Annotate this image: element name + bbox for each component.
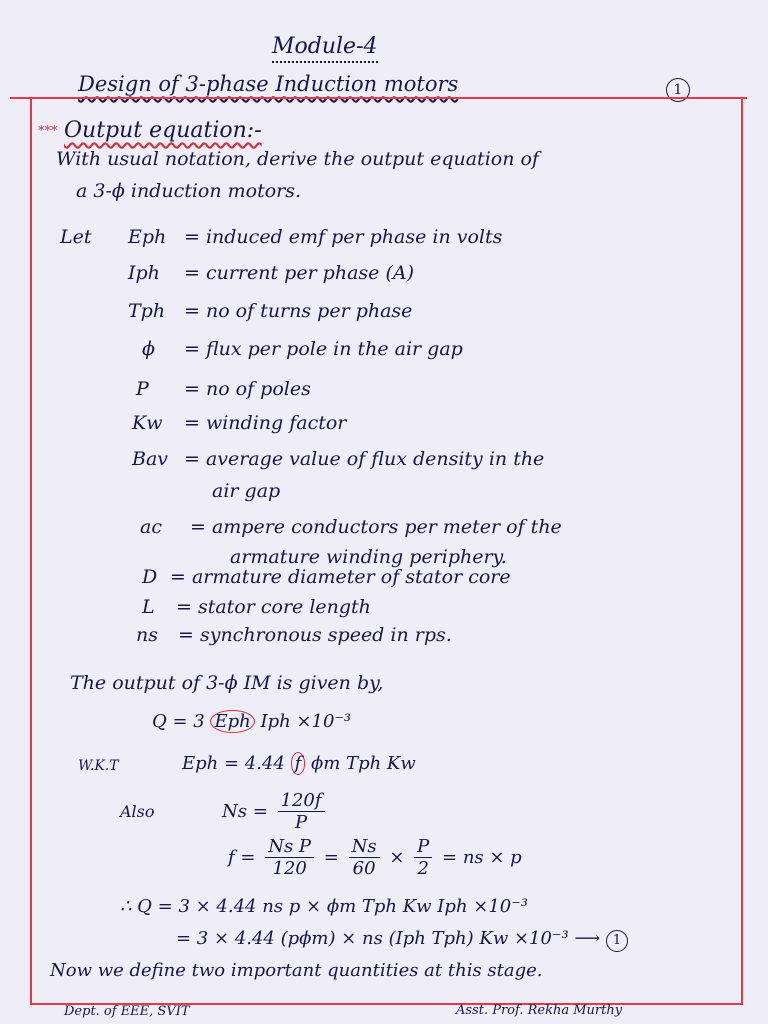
frac2-den: 60 xyxy=(352,858,376,879)
frac2-num: Ns xyxy=(349,836,380,858)
def-text-continued: armature winding periphery. xyxy=(230,546,507,568)
let-label: Let xyxy=(60,226,92,248)
sync-speed-equation xyxy=(222,790,329,833)
star-marks: *** xyxy=(38,124,58,139)
def-text-continued: air gap xyxy=(212,480,281,502)
def-text: = no of poles xyxy=(184,378,311,400)
eq-q-prefix: Q = 3 xyxy=(152,711,205,732)
footer-author: Asst. Prof. Rekha Murthy xyxy=(456,1003,623,1018)
def-text: = synchronous speed in rps. xyxy=(178,624,452,646)
eq-ns-lhs: Ns = xyxy=(222,801,268,822)
def-text: = armature diameter of stator core xyxy=(170,566,511,588)
eq-equals: = xyxy=(323,847,339,868)
frac1-den: 120 xyxy=(272,858,307,879)
def-text: = flux per pole in the air gap xyxy=(184,338,463,360)
eq-q-suffix: Iph ×10⁻³ xyxy=(260,711,352,732)
def-symbol: P xyxy=(136,378,149,400)
def-symbol: ac xyxy=(140,516,162,538)
def-text: = no of turns per phase xyxy=(184,300,413,322)
def-text: = current per phase (A) xyxy=(184,262,414,284)
def-symbol: Eph xyxy=(128,226,167,248)
def-text: = winding factor xyxy=(184,412,347,434)
eq-emf-suffix: ϕm Tph Kw xyxy=(311,753,416,774)
equation-tag: 1 xyxy=(606,930,628,952)
def-text: = ampere conductors per meter of the xyxy=(190,516,562,538)
emf-equation xyxy=(182,752,416,775)
document-title: Design of 3-phase Induction motors xyxy=(78,72,459,96)
frequency-equation xyxy=(228,836,522,879)
eq-f-rhs: = ns × p xyxy=(442,847,522,868)
eq-f-frac3 xyxy=(414,836,432,879)
def-symbol: ns xyxy=(136,624,158,646)
eq-times: × xyxy=(389,847,405,868)
eq-emf-prefix: Eph = 4.44 xyxy=(182,753,285,774)
def-symbol: L xyxy=(142,596,155,618)
def-symbol: ϕ xyxy=(142,338,155,360)
wkt-label: W.K.T xyxy=(78,758,119,774)
eq-highlight-eph: Eph xyxy=(210,710,254,733)
page-number: 1 xyxy=(666,78,690,102)
footer-department: Dept. of EEE, SVIT xyxy=(64,1004,190,1019)
eq-f-lhs: f = xyxy=(228,847,256,868)
eq-final: = 3 × 4.44 (pϕm) × ns (Iph Tph) Kw ×10⁻³ ⟶ xyxy=(176,928,601,949)
eq-ns-fraction xyxy=(278,790,325,833)
eq-f-frac1 xyxy=(265,836,314,879)
output-final-equation xyxy=(176,928,628,952)
intro-line-2: a 3-ϕ induction motors. xyxy=(76,180,302,202)
def-text: = average value of flux density in the xyxy=(184,448,545,470)
def-symbol: Bav xyxy=(132,448,169,470)
output-statement: The output of 3-ϕ IM is given by, xyxy=(70,672,384,694)
frac3-den: 2 xyxy=(417,858,429,879)
frac1-num: Ns P xyxy=(265,836,314,858)
def-text: = induced emf per phase in volts xyxy=(184,226,503,248)
def-symbol: Iph xyxy=(128,262,160,284)
output-equation xyxy=(152,710,351,733)
eq-ns-num: 120f xyxy=(278,790,325,812)
closing-line: Now we define two important quantities at this stage. xyxy=(50,960,543,981)
section-heading: Output equation:- xyxy=(64,118,262,143)
def-text: = stator core length xyxy=(176,596,371,618)
def-symbol: D xyxy=(142,566,158,588)
intro-line-1: With usual notation, derive the output equation of xyxy=(56,148,539,170)
def-symbol: Tph xyxy=(128,300,166,322)
def-symbol: Kw xyxy=(132,412,163,434)
also-label: Also xyxy=(120,802,155,821)
frac3-num: P xyxy=(414,836,432,858)
eq-highlight-f: f xyxy=(291,752,306,775)
eq-ns-den: P xyxy=(294,812,308,833)
eq-f-frac2 xyxy=(349,836,380,879)
module-title: Module-4 xyxy=(272,34,378,59)
output-derivation-step: ∴ Q = 3 × 4.44 ns p × ϕm Tph Kw Iph ×10⁻³ xyxy=(120,896,528,917)
